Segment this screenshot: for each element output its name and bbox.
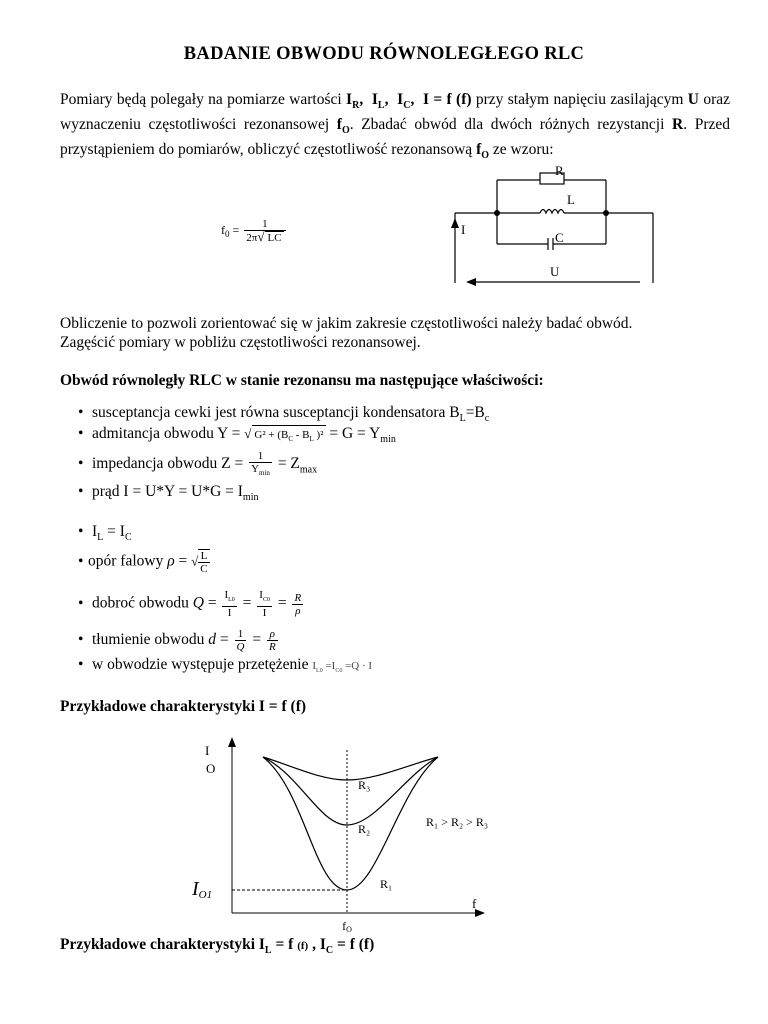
x-label: f xyxy=(472,896,477,911)
b5-a: I xyxy=(92,523,98,540)
heading-chart-1: Przykładowe charakterystyki I = f (f) xyxy=(60,698,307,715)
intro-f: f xyxy=(336,116,342,134)
series-label-r2: R₂ xyxy=(358,822,371,836)
b7-n2 xyxy=(257,589,272,607)
sub-c: C xyxy=(403,100,411,112)
hc2-pre: Przykładowe charakterystyki I xyxy=(60,936,265,953)
b8-eq: = xyxy=(216,631,233,649)
hc2-glyph: (f) xyxy=(297,940,309,952)
label-u: U xyxy=(550,264,560,279)
label-r: R xyxy=(555,163,564,178)
x-tick-text: f xyxy=(342,919,347,933)
f0-lhs: f xyxy=(221,222,225,237)
f0-den-text: 2π xyxy=(246,232,258,244)
x-tick-f0 xyxy=(342,919,352,934)
y-axis-arrow xyxy=(228,737,236,747)
hc2-sep: , I xyxy=(308,936,326,953)
heading-chart-2 xyxy=(60,935,730,960)
intro-text-6: ze wzoru: xyxy=(489,141,554,159)
b1-text: susceptancja cewki jest równa susceptancji kondensatora B xyxy=(92,404,460,421)
bullet-dot: • xyxy=(78,455,84,473)
intro-u: U xyxy=(687,91,699,108)
f0-fraction xyxy=(244,218,285,244)
f0-eq: = xyxy=(229,222,243,237)
page-title: BADANIE OBWODU RÓWNOLEGŁEGO RLC xyxy=(183,44,585,64)
y-label-bottom: O xyxy=(206,761,216,776)
b7-frac-2 xyxy=(257,589,272,619)
b3-sub: max xyxy=(299,464,318,476)
label-i: I xyxy=(461,222,466,237)
para2-line2: Zagęścić pomiary w pobliżu częstotliwości rezonansowej. xyxy=(60,334,421,351)
sqrt-sign: √ xyxy=(244,426,252,441)
intro-text-2: przy stałym napięciu zasilającym xyxy=(475,91,688,108)
b7-n2-sub: C0 xyxy=(262,597,270,604)
b6-den: C xyxy=(200,563,208,575)
b7-d1: I xyxy=(227,607,232,620)
b7-d3: ρ xyxy=(295,604,301,617)
b2-text: admitancja obwodu Y = xyxy=(92,425,245,442)
b1-sub2: c xyxy=(484,413,490,425)
hc2-mid: = f xyxy=(271,936,294,953)
y-tick-text: I xyxy=(192,878,199,900)
b6-rho: ρ xyxy=(167,552,175,570)
intro-text-3: oraz wyznaczeniu częstotliwości rezonansowej xyxy=(60,91,731,134)
b1-mid: =B xyxy=(465,404,485,421)
b2-sub: min xyxy=(380,434,396,446)
bullet-damping xyxy=(78,628,280,653)
intro-text-4: . Zbadać obwód dla dwóch różnych rezystancji xyxy=(349,116,673,134)
circuit-diagram xyxy=(440,160,670,295)
bullet-dot: • xyxy=(78,552,84,570)
hc2-sub1: L xyxy=(264,945,272,957)
b2-rad-mid: - B xyxy=(293,429,310,441)
intro-f-sub: O xyxy=(341,125,350,137)
b7-eq3: = xyxy=(277,594,291,612)
f0-sqrt: LC xyxy=(267,232,282,244)
hc2-sub2: C xyxy=(325,945,334,957)
intro-text-1: Pomiary będą polegały na pomiarze wartości xyxy=(60,91,347,108)
b5-sub1: L xyxy=(97,532,104,544)
node-left xyxy=(494,210,500,216)
bullet-dot: • xyxy=(78,631,84,649)
b3-fraction xyxy=(249,450,272,479)
b4-text: prąd I = U*Y = U*G = I xyxy=(92,483,243,500)
meas-ir: I xyxy=(346,91,353,108)
b7-d2: I xyxy=(262,607,267,620)
intro-paragraph: Pomiary będą polegały na pomiarze wartości $I_R$, $I_L$, $I_C$, I = f (f) przy stałym napięciu zasilającym U oraz wyznaczeniu częstotliwości rezonansowej $f_O$. Zbadać obwód dla dwóch różnych rezystancji R. Przed przystąpieniem do pomiarów, obliczyć częstotliwość rezonansową $f_O$ ze wzoru: xyxy=(60,91,731,162)
b7-frac-1 xyxy=(222,589,236,619)
intro-text-5: . Przed przystąpieniem do pomiarów, obliczyć częstotliwość rezonansową xyxy=(60,116,730,159)
sqrt-sign: √ xyxy=(191,553,199,569)
b7-text: dobroć obwodu xyxy=(92,594,193,612)
b6-text: opór falowy xyxy=(88,552,168,570)
hc2-end: = f (f) xyxy=(333,936,375,953)
series-label-r1: R₁ xyxy=(380,877,393,891)
b6-eq: = xyxy=(174,552,192,570)
b3-num: 1 xyxy=(249,450,272,463)
b8-text: tłumienie obwodu xyxy=(92,631,209,649)
inductor xyxy=(540,210,564,214)
b7-n1 xyxy=(222,589,236,607)
b8-d2: R xyxy=(268,641,276,653)
b6-fraction xyxy=(198,549,209,575)
b3-den-text: Y xyxy=(251,463,260,475)
bullet-dot: • xyxy=(78,425,84,442)
b3-den-sub: min xyxy=(259,469,270,478)
b8-frac-1 xyxy=(235,628,247,653)
b7-q: Q xyxy=(192,594,204,612)
b2-rad-sub1: C xyxy=(288,435,293,444)
label-l: L xyxy=(567,192,575,207)
b3-den xyxy=(249,463,272,479)
intro-f2: f xyxy=(476,141,482,159)
f0-lhs-sub: 0 xyxy=(225,229,230,240)
resonance-chart xyxy=(180,735,520,935)
node-right xyxy=(603,210,609,216)
sub-l: L xyxy=(377,100,385,112)
meas-ic: I xyxy=(397,91,404,108)
bullet-current xyxy=(78,483,258,507)
b6-num: L xyxy=(198,550,209,563)
b9-i: I xyxy=(312,660,317,672)
bullet-dot: • xyxy=(78,483,84,500)
b2-rad-sub2: L xyxy=(309,435,314,444)
label-c: C xyxy=(555,230,564,245)
b8-n2: ρ xyxy=(267,628,278,641)
b9-end: =Q · I xyxy=(342,660,373,672)
x-axis-arrow xyxy=(475,909,485,917)
bullet-dot: • xyxy=(78,523,84,540)
b5-sub2: C xyxy=(124,532,132,544)
b3-end: = Z xyxy=(273,455,300,473)
b9-s1: L0 xyxy=(316,668,323,675)
legend-note: R₁ > R₂ > R₃ xyxy=(426,815,489,829)
b2-rad: G² + (B xyxy=(254,429,289,441)
bullet-characteristic-impedance xyxy=(78,549,212,575)
b8-eq2: = xyxy=(252,631,265,649)
f0-num: 1 xyxy=(244,218,285,231)
intro-f2-sub: O xyxy=(481,150,490,162)
b8-n1: 1 xyxy=(235,628,247,641)
b9-s2: C0 xyxy=(335,668,343,675)
y-tick-sub: O1 xyxy=(198,889,213,901)
b7-n1-sub: L0 xyxy=(228,597,235,604)
b7-n2-text: I xyxy=(259,589,263,601)
paragraph-2 xyxy=(60,314,730,352)
meas-i: I = f (f) xyxy=(423,91,472,108)
b7-eq2: = xyxy=(242,594,256,612)
meas-il: I xyxy=(371,91,378,108)
b4-sub: min xyxy=(242,492,259,504)
bullet-dot: • xyxy=(78,594,84,612)
b7-frac-3 xyxy=(292,592,303,617)
heading-properties: Obwód równoległy RLC w stanie rezonansu ma następujące właściwości: xyxy=(60,372,544,389)
series-label-r3: R₃ xyxy=(358,778,371,792)
y-tick-io1 xyxy=(191,878,212,901)
y-label-top: I xyxy=(205,743,210,758)
formula-f0 xyxy=(221,218,288,244)
b2-radicand xyxy=(252,425,325,448)
current-arrow xyxy=(451,218,459,228)
f0-den xyxy=(244,231,285,244)
b2-rad-end: )² xyxy=(313,429,324,441)
bullet-impedance xyxy=(78,450,317,479)
bullet-dot: • xyxy=(78,404,84,421)
x-tick-sub: O xyxy=(346,925,352,934)
b7-eq: = xyxy=(203,594,221,612)
bullet-admittance xyxy=(78,425,396,449)
sqrt-sign: √ xyxy=(257,229,265,244)
para2-line1: Obliczenie to pozwoli zorientować się w jakim zakresie częstotliwości należy badać obwód. xyxy=(60,315,633,332)
voltage-arrow-head xyxy=(466,278,476,286)
bullet-il-ic xyxy=(78,523,132,547)
b7-n1-text: I xyxy=(224,589,229,601)
bullet-quality-factor xyxy=(78,589,305,619)
b8-frac-2 xyxy=(267,628,278,653)
b7-n3: R xyxy=(294,591,302,604)
intro-r: R xyxy=(672,116,684,134)
bullet-overcurrent xyxy=(78,656,372,680)
b8-d1: Q xyxy=(236,641,245,653)
b9-formula xyxy=(312,660,373,675)
b5-b: = I xyxy=(103,523,125,540)
b2-end: = G = Y xyxy=(325,425,381,442)
b9-text: w obwodzie występuje przetężenie xyxy=(92,656,313,673)
b9-mid: =I xyxy=(322,660,336,672)
bullet-dot: • xyxy=(78,656,84,673)
b8-d: d xyxy=(208,631,216,649)
sub-r: R xyxy=(352,100,360,112)
b3-text: impedancja obwodu Z = xyxy=(92,455,248,473)
b1-sub1: L xyxy=(459,413,466,425)
